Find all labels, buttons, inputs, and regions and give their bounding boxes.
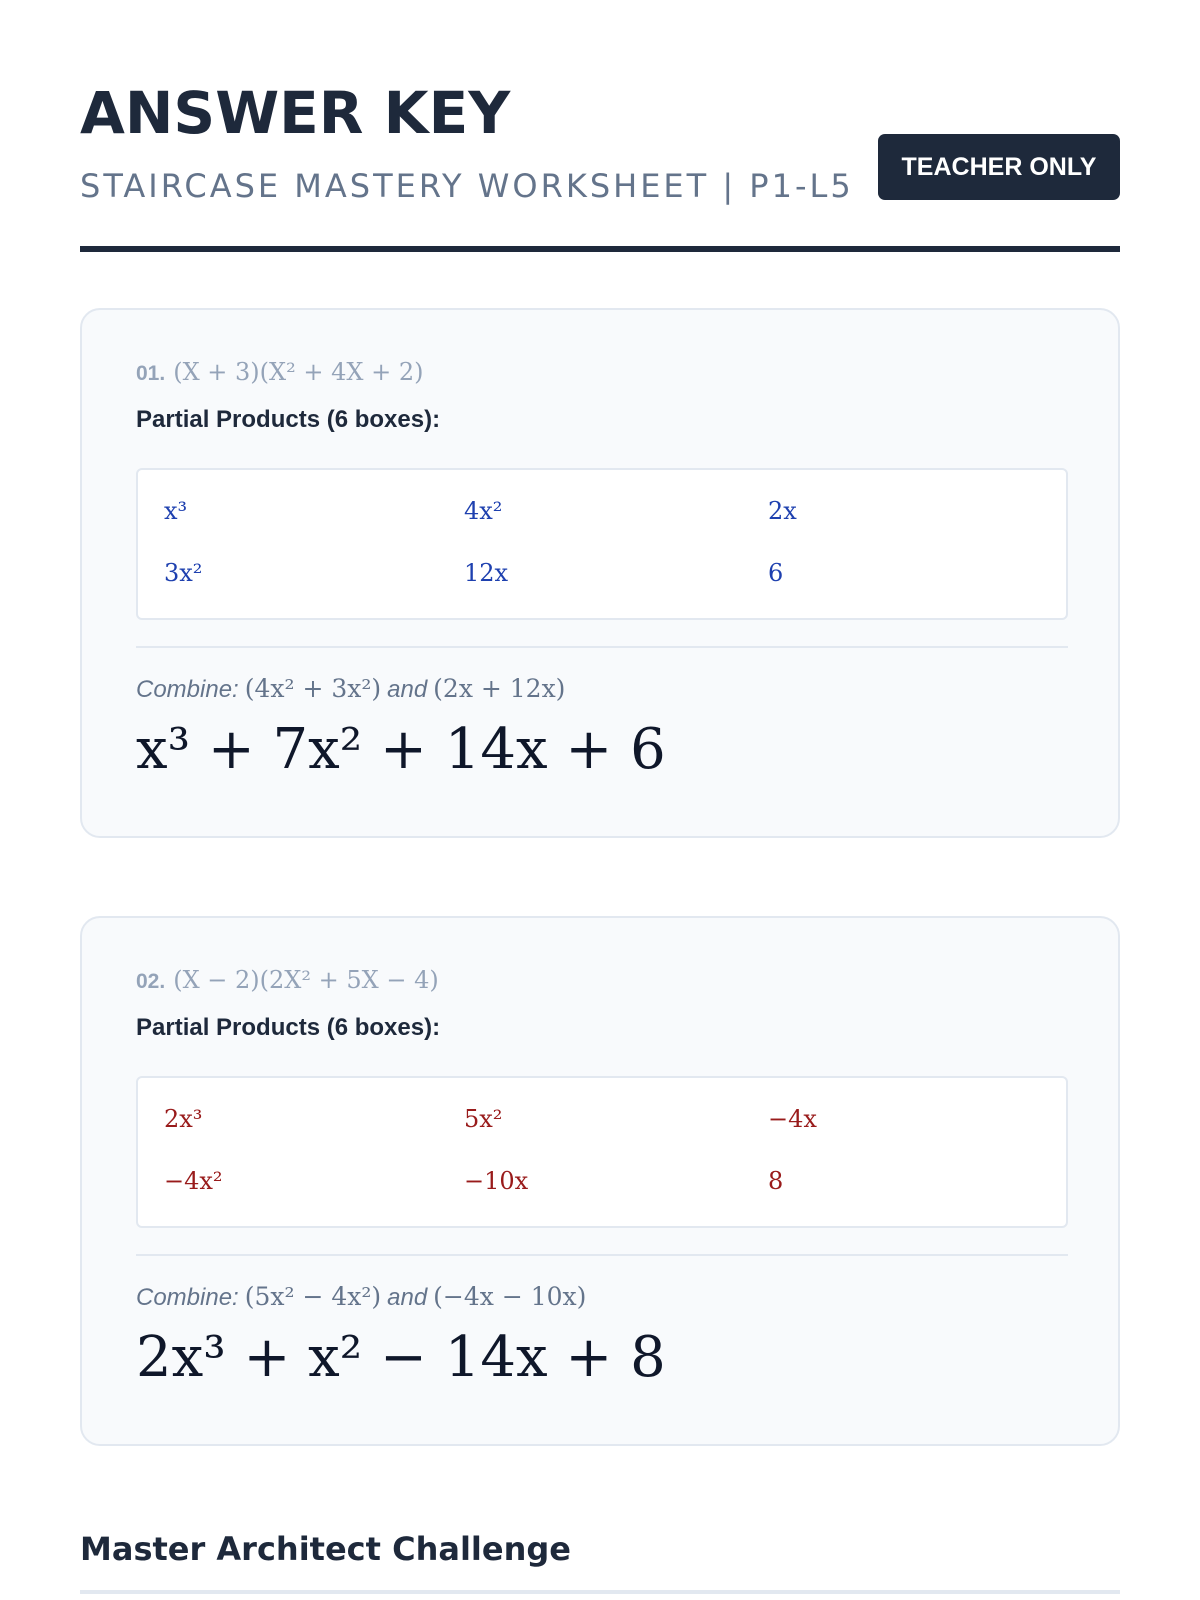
partial-product: 4x² (464, 497, 503, 525)
divider (136, 1254, 1068, 1256)
partial-product: 12x (464, 559, 509, 587)
combine-and: and (387, 676, 428, 703)
final-answer: 2x³ + x² − 14x + 8 (136, 1325, 666, 1390)
problem-card-02 (80, 916, 1120, 1446)
teacher-only-badge: TEACHER ONLY (878, 134, 1120, 200)
partial-products-label: Partial Products (6 boxes): (136, 406, 441, 433)
final-answer: x³ + 7x² + 14x + 6 (136, 717, 666, 782)
combine-term-b: (2x + 12x) (433, 674, 566, 703)
page-header (80, 78, 1120, 252)
combine-term-a: (4x² + 3x²) (244, 674, 382, 703)
page-title: ANSWER KEY (80, 79, 511, 147)
partial-product: 8 (768, 1167, 784, 1195)
problem-heading (136, 966, 439, 1002)
partial-products-label: Partial Products (6 boxes): (136, 1014, 441, 1041)
problem-expression: (X + 3)(X² + 4X + 2) (173, 358, 424, 386)
partial-product: 2x³ (164, 1105, 203, 1133)
problem-number: 02. (136, 970, 166, 993)
divider (136, 646, 1068, 648)
combine-hint (136, 1282, 586, 1312)
problem-card-01 (80, 308, 1120, 838)
combine-term-a: (5x² − 4x²) (244, 1282, 382, 1311)
partial-product: 3x² (164, 559, 203, 587)
partial-product: −4x² (164, 1167, 223, 1195)
problem-number: 01. (136, 362, 166, 385)
partial-product: −4x (768, 1105, 817, 1133)
combine-hint (136, 674, 565, 704)
partial-product: 6 (768, 559, 784, 587)
partial-products-grid (136, 1076, 1068, 1228)
partial-products-grid (136, 468, 1068, 620)
combine-label: Combine: (136, 676, 239, 703)
partial-product: x³ (164, 497, 188, 525)
combine-label: Combine: (136, 1284, 239, 1311)
page-subtitle: STAIRCASE MASTERY WORKSHEET | P1-L5 (80, 167, 854, 205)
combine-and: and (387, 1284, 428, 1311)
section-divider (80, 1590, 1120, 1594)
partial-product: 5x² (464, 1105, 503, 1133)
partial-product: −10x (464, 1167, 529, 1195)
section-title: Master Architect Challenge (80, 1530, 571, 1568)
combine-term-b: (−4x − 10x) (433, 1282, 587, 1311)
problem-heading (136, 358, 423, 394)
partial-product: 2x (768, 497, 797, 525)
problem-expression: (X − 2)(2X² + 5X − 4) (173, 966, 439, 994)
